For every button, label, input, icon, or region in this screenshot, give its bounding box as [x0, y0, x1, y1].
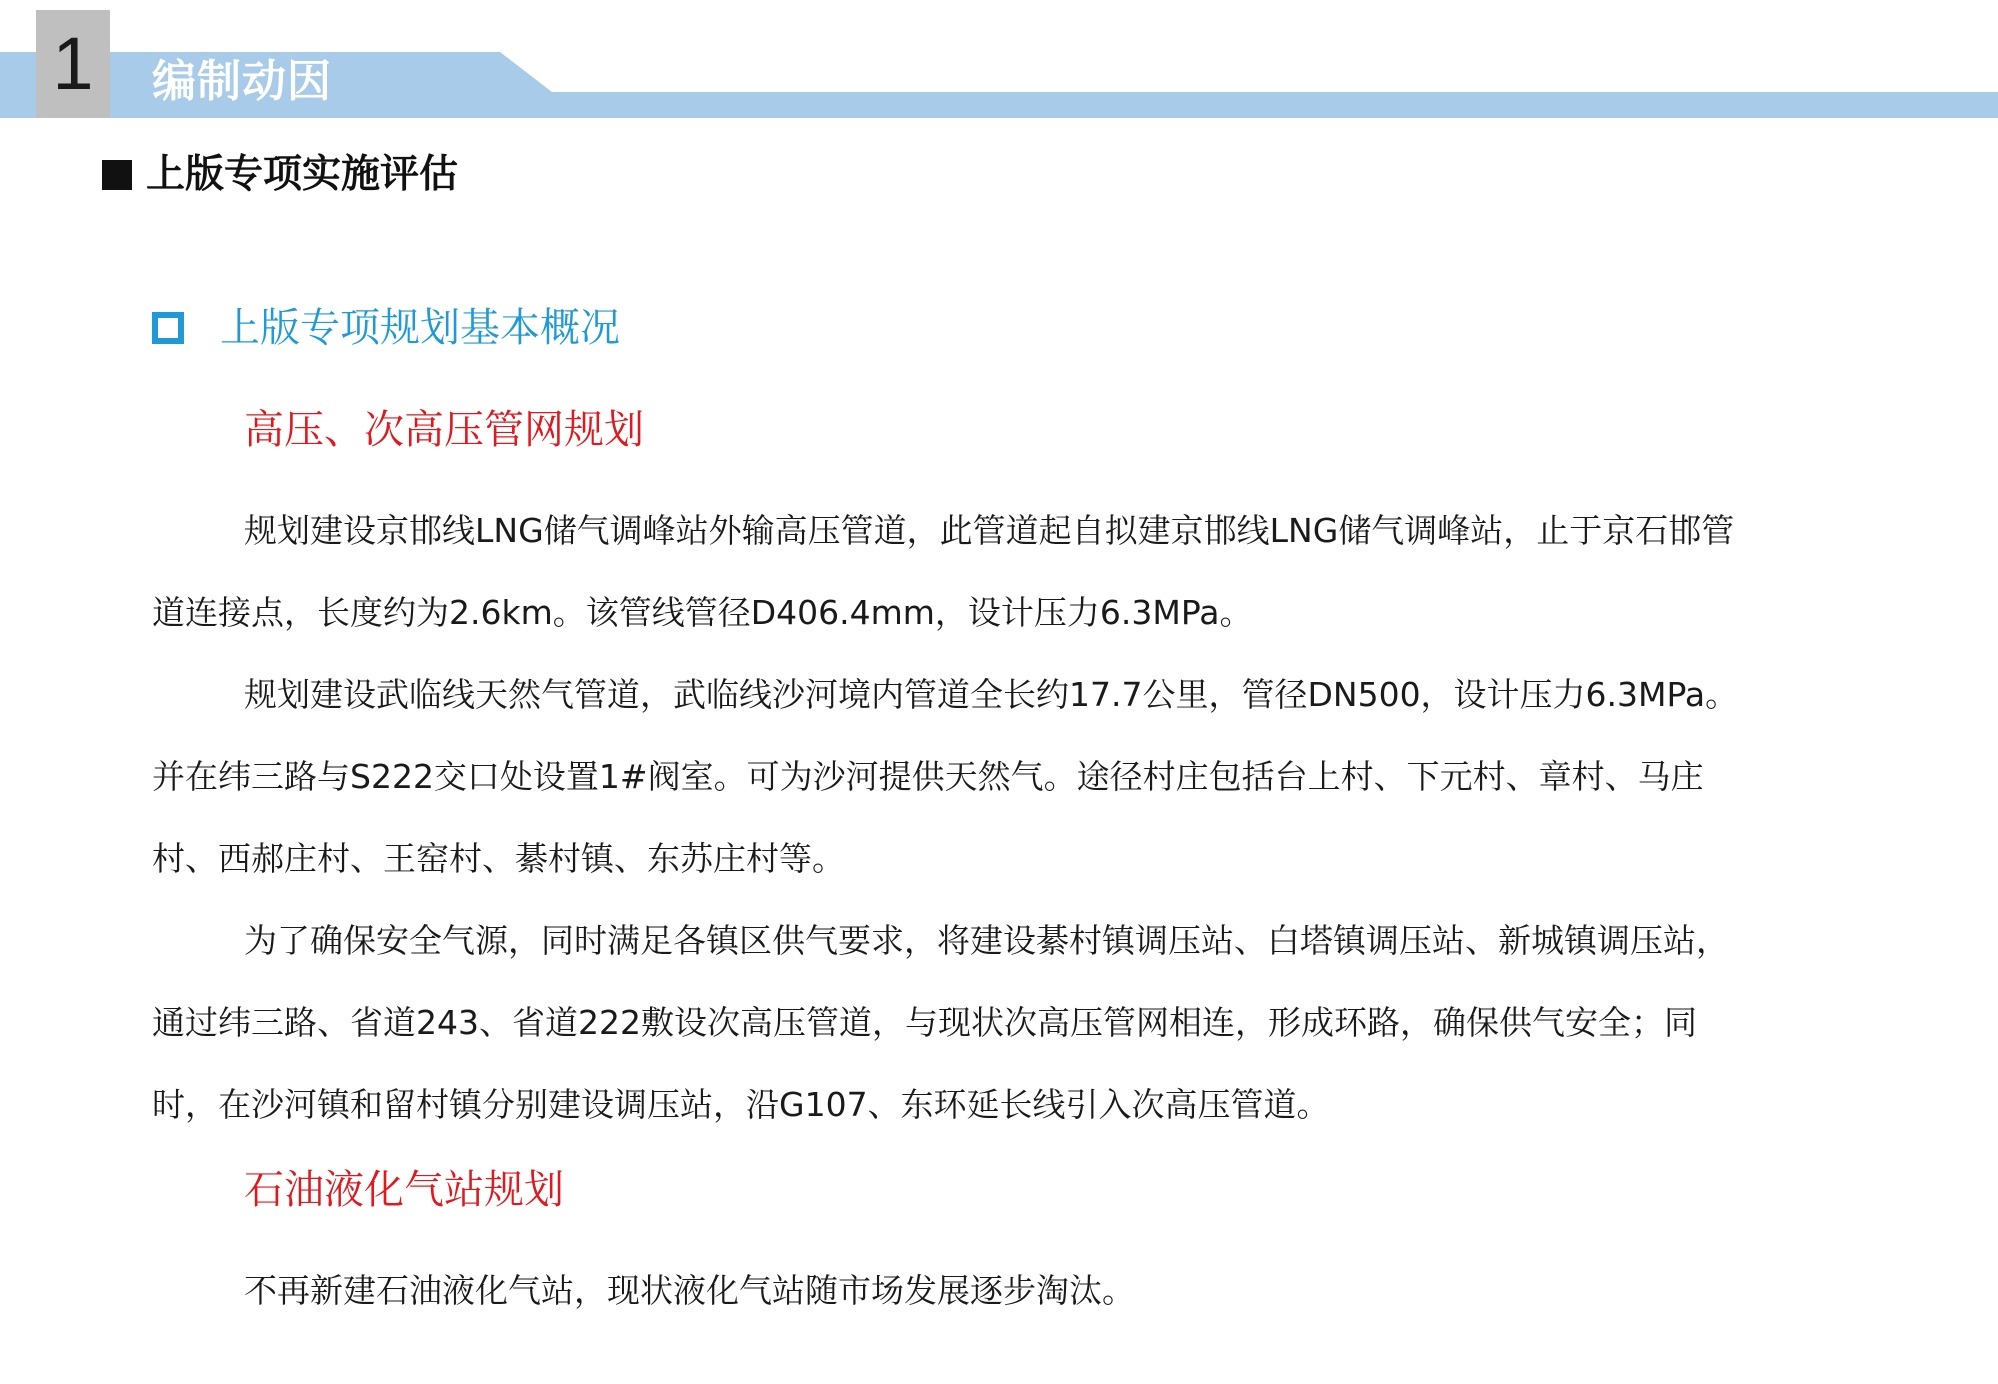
overview-heading [152, 300, 620, 356]
section-heading-pipeline: 高压、次高压管网规划 [244, 407, 644, 453]
paragraph: 规划建设京邯线LNG储气调峰站外输高压管道，此管道起自拟建京邯线LNG储气调峰站，止于京石邯管道连接点，长度约为2.6km。该管线管径D406.4mm，设计压力6.3MPa。 [152, 511, 1735, 632]
paragraph: 规划建设武临线天然气管道，武临线沙河境内管道全长约17.7公里，管径DN500，设计压力6.3MPa。并在纬三路与S222交口处设置1#阀室。可为沙河提供天然气。途径村庄包括台上村、下元村、章村、马庄村、西郝庄村、王窑村、綦村镇、东苏庄村等。 [152, 675, 1739, 878]
paragraph: 不再新建石油液化气站，现状液化气站随市场发展逐步淘汰。 [244, 1271, 1135, 1310]
overview-heading-text: 上版专项规划基本概况 [220, 305, 620, 351]
header-band [0, 0, 1998, 120]
subheading [102, 150, 458, 200]
section-body-pipeline [152, 490, 1752, 1146]
section-title: 编制动因 [152, 56, 332, 107]
section-heading-lpg: 石油液化气站规划 [244, 1167, 564, 1213]
black-square-bullet-icon [102, 160, 132, 190]
subheading-text: 上版专项实施评估 [146, 152, 459, 197]
hollow-square-bullet-icon [152, 312, 184, 344]
paragraph: 为了确保安全气源，同时满足各镇区供气要求，将建设綦村镇调压站、白塔镇调压站、新城镇调压站，通过纬三路、省道243、省道222敷设次高压管道，与现状次高压管网相连，形成环路，确保供气安全；同时，在沙河镇和留村镇分别建设调压站，沿G107、东环延长线引入次高压管道。 [152, 921, 1729, 1124]
section-number: 1 [36, 10, 110, 118]
section-body-lpg [152, 1250, 1752, 1332]
